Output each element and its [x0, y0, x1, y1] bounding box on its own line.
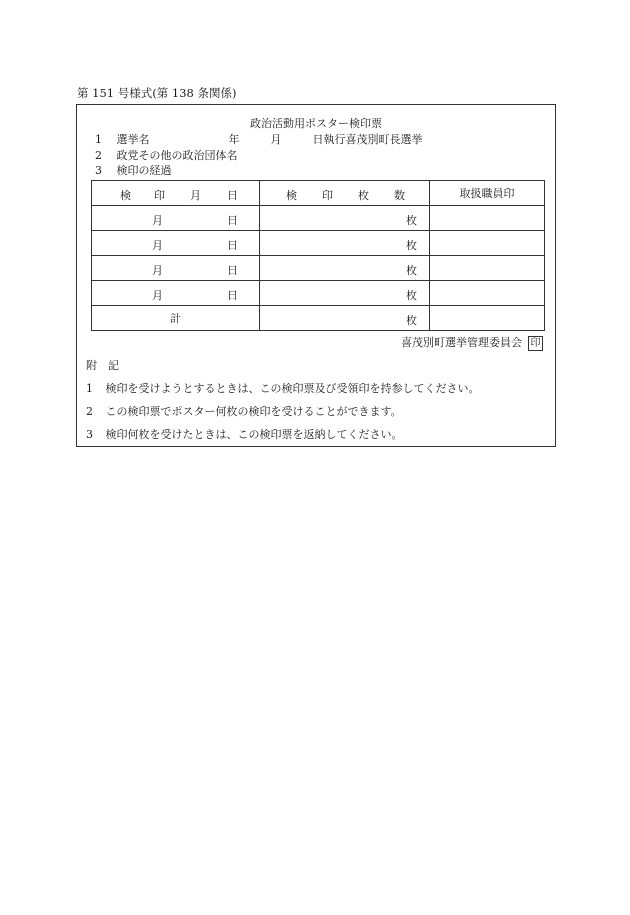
note-number: 1: [86, 382, 93, 395]
sheet-unit-label: 枚: [406, 264, 417, 277]
month-label: 月: [152, 214, 163, 227]
day-label: 日: [227, 239, 238, 252]
official-seal-cell[interactable]: [430, 231, 545, 256]
notes-title: 附 記: [86, 359, 119, 372]
sheet-unit-label: 枚: [406, 214, 417, 227]
count-cell[interactable]: [260, 281, 430, 306]
inspection-log-table: [91, 180, 545, 331]
count-cell[interactable]: [260, 206, 430, 231]
note-number: 3: [86, 428, 93, 441]
day-label: 日: [227, 289, 238, 302]
table-row: [92, 281, 545, 306]
sheet-unit-label: 枚: [406, 314, 417, 327]
date-cell[interactable]: [92, 281, 260, 306]
date-cell[interactable]: [92, 256, 260, 281]
table-row: [92, 231, 545, 256]
header-count: [260, 181, 430, 206]
item-election-name: [95, 131, 423, 147]
month-label: 月: [152, 264, 163, 277]
form-number: 第 151 号様式(第 138 条関係): [77, 86, 237, 100]
seal-stamp-icon: 印: [528, 336, 543, 351]
election-day-text: 日執行喜茂別町長選挙: [312, 133, 423, 146]
count-cell[interactable]: [260, 231, 430, 256]
sheet-unit-label: 枚: [406, 239, 417, 252]
total-official-cell[interactable]: [430, 306, 545, 331]
header-char: 数: [394, 189, 405, 202]
count-cell[interactable]: [260, 256, 430, 281]
item-label: 政党その他の政治団体名: [116, 149, 238, 162]
table-total-row: [92, 306, 545, 331]
header-official-seal: 取扱職員印: [430, 181, 545, 206]
item-number: 2: [95, 149, 102, 162]
note-text: この検印票でポスター何枚の検印を受けることができます。: [105, 405, 402, 418]
header-char: 検: [286, 189, 297, 202]
official-seal-cell[interactable]: [430, 206, 545, 231]
table-row: [92, 206, 545, 231]
table-header-row: [92, 181, 545, 206]
table-row: [92, 256, 545, 281]
issuer-name: 喜茂別町選挙管理委員会: [401, 336, 522, 349]
month-label: 月: [152, 239, 163, 252]
total-count-cell[interactable]: [260, 306, 430, 331]
header-char: 印: [322, 189, 333, 202]
official-seal-cell[interactable]: [430, 281, 545, 306]
election-month-label: 月: [270, 133, 282, 146]
month-label: 月: [152, 289, 163, 302]
item-number: 3: [95, 164, 102, 177]
official-seal-cell[interactable]: [430, 256, 545, 281]
date-cell[interactable]: [92, 231, 260, 256]
inspection-slip-frame: [76, 104, 556, 447]
item-party-name: [95, 147, 238, 163]
slip-title: 政治活動用ポスター検印票: [250, 117, 382, 130]
date-cell[interactable]: [92, 206, 260, 231]
header-char: 枚: [358, 189, 369, 202]
item-label: 検印の経過: [116, 164, 172, 177]
note-number: 2: [86, 405, 93, 418]
header-char: 日: [227, 189, 238, 202]
header-char: 検: [120, 189, 131, 202]
day-label: 日: [227, 264, 238, 277]
note-text: 検印何枚を受けたときは、この検印票を返納してください。: [105, 428, 403, 441]
note-item: [86, 426, 403, 442]
item-number: 1: [95, 133, 102, 146]
total-label: 計: [92, 306, 260, 331]
day-label: 日: [227, 214, 238, 227]
item-label: 選挙名: [116, 133, 150, 146]
note-item: [86, 380, 480, 396]
header-date: [92, 181, 260, 206]
item-inspection-history: [95, 162, 172, 178]
sheet-unit-label: 枚: [406, 289, 417, 302]
note-item: [86, 403, 402, 419]
note-text: 検印を受けようとするときは、この検印票及び受領印を持参してください。: [105, 382, 480, 395]
issuer-line: [401, 334, 543, 351]
election-year-label: 年: [228, 133, 240, 146]
header-char: 月: [190, 189, 201, 202]
header-char: 印: [154, 189, 165, 202]
